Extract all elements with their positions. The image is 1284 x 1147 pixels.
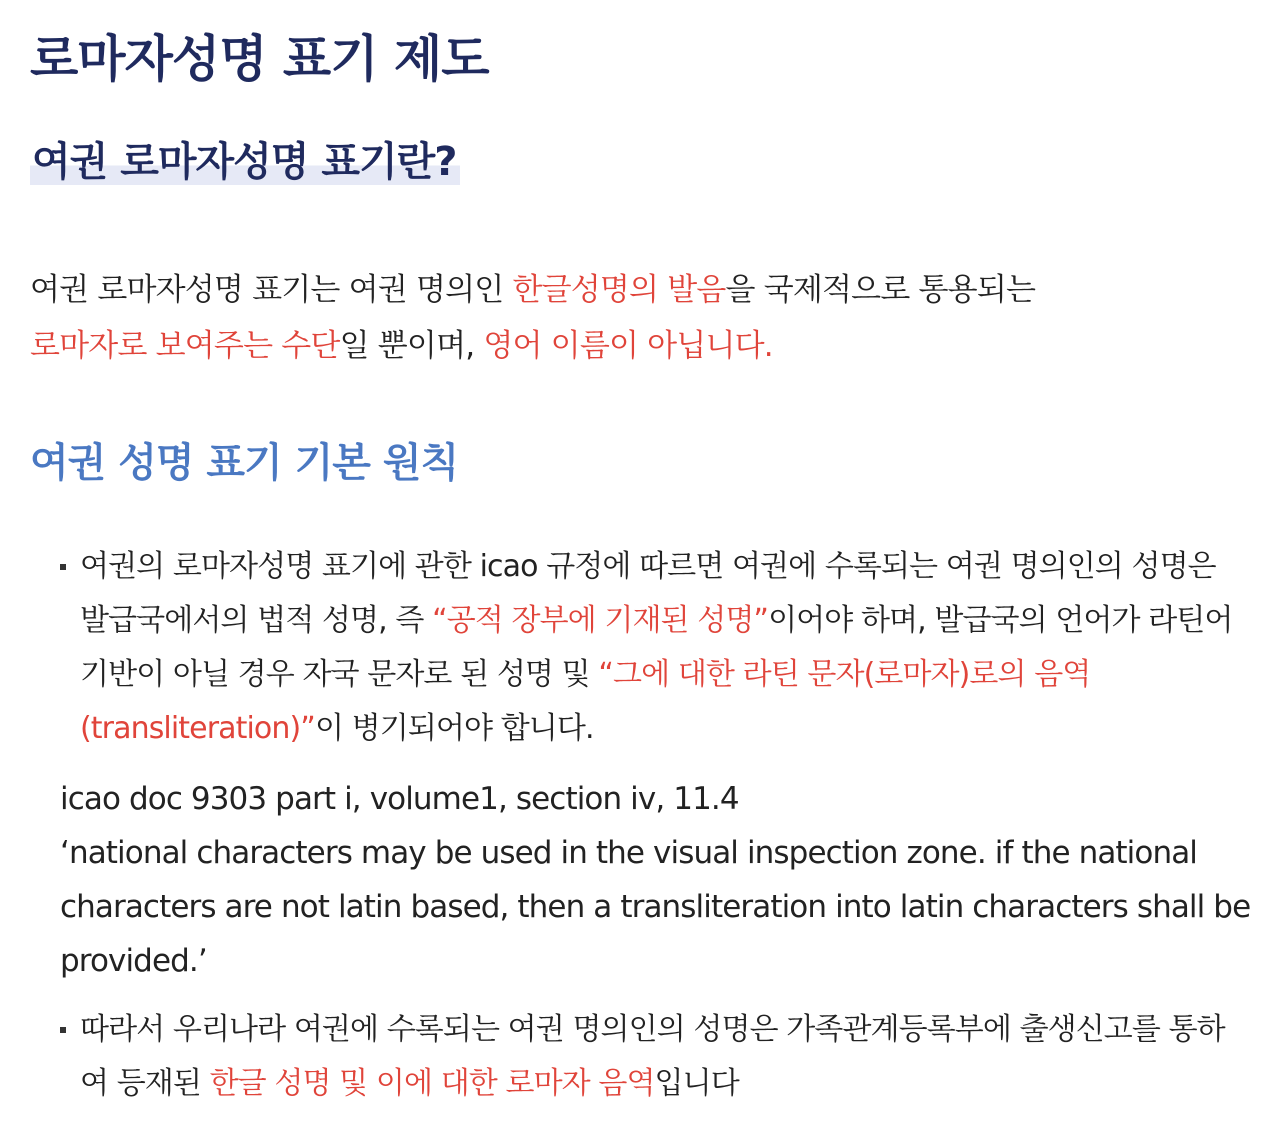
bullet-item-korea-rule bbox=[60, 1003, 1250, 1111]
quote-source: icao doc 9303 part i, volume1, section iv, 11.4 bbox=[60, 781, 739, 817]
bullet1-text-3: 이 병기되어야 합니다. bbox=[314, 711, 594, 746]
intro-highlight-1: 한글성명의 발음 bbox=[512, 272, 726, 308]
bullet-icon bbox=[60, 564, 66, 570]
bullet2-highlight-1: 한글 성명 및 이에 대한 로마자 음역 bbox=[209, 1066, 655, 1101]
quote-text: ‘national characters may be used in the visual inspection zone. if the national characters are not latin based, then a transliteration into latin characters shall be provided.’ bbox=[60, 835, 1251, 979]
icao-quote bbox=[60, 772, 1255, 988]
page-title: 로마자성명 표기 제도 bbox=[30, 30, 489, 88]
bullet1-highlight-1: “공적 장부에 기재된 성명” bbox=[432, 603, 769, 638]
section-title bbox=[30, 132, 460, 192]
bullet2-text-1: 따라서 우리나라 여권에 수록되는 여권 명의인의 성명은 가족관계등록부에 출생신고를 통하여 등재된 bbox=[80, 1012, 1225, 1101]
bullet1-text-2: 이어야 하며, 발급국의 언어가 라틴어 기반이 아닐 경우 자국 문자로 된 성명 및 bbox=[80, 603, 1233, 692]
intro-text-2: 을 국제적으로 통용되는 bbox=[725, 272, 1036, 308]
intro-paragraph bbox=[30, 262, 1250, 374]
intro-text-3: 일 뿐이며, bbox=[339, 328, 484, 364]
bullet2-text-2: 입니다 bbox=[654, 1066, 739, 1101]
bullet1-highlight-2: “그에 대한 라틴 문자(로마자)로의 음역(transliteration)” bbox=[80, 657, 1091, 746]
intro-text-1: 여권 로마자성명 표기는 여권 명의인 bbox=[30, 272, 513, 308]
intro-highlight-3: 영어 이름이 아닙니다. bbox=[483, 328, 773, 364]
bullet1-text-1: 여권의 로마자성명 표기에 관한 icao 규정에 따르면 여권에 수록되는 여권 명의인의 성명은 발급국에서의 법적 성명, 즉 bbox=[80, 549, 1216, 638]
section-title-text: 여권 로마자성명 표기란? bbox=[30, 139, 460, 185]
bullet-item-icao-rule bbox=[60, 540, 1250, 756]
principles-title: 여권 성명 표기 기본 원칙 bbox=[30, 440, 459, 486]
bullet-icon bbox=[60, 1027, 66, 1033]
intro-highlight-2: 로마자로 보여주는 수단 bbox=[30, 328, 340, 364]
